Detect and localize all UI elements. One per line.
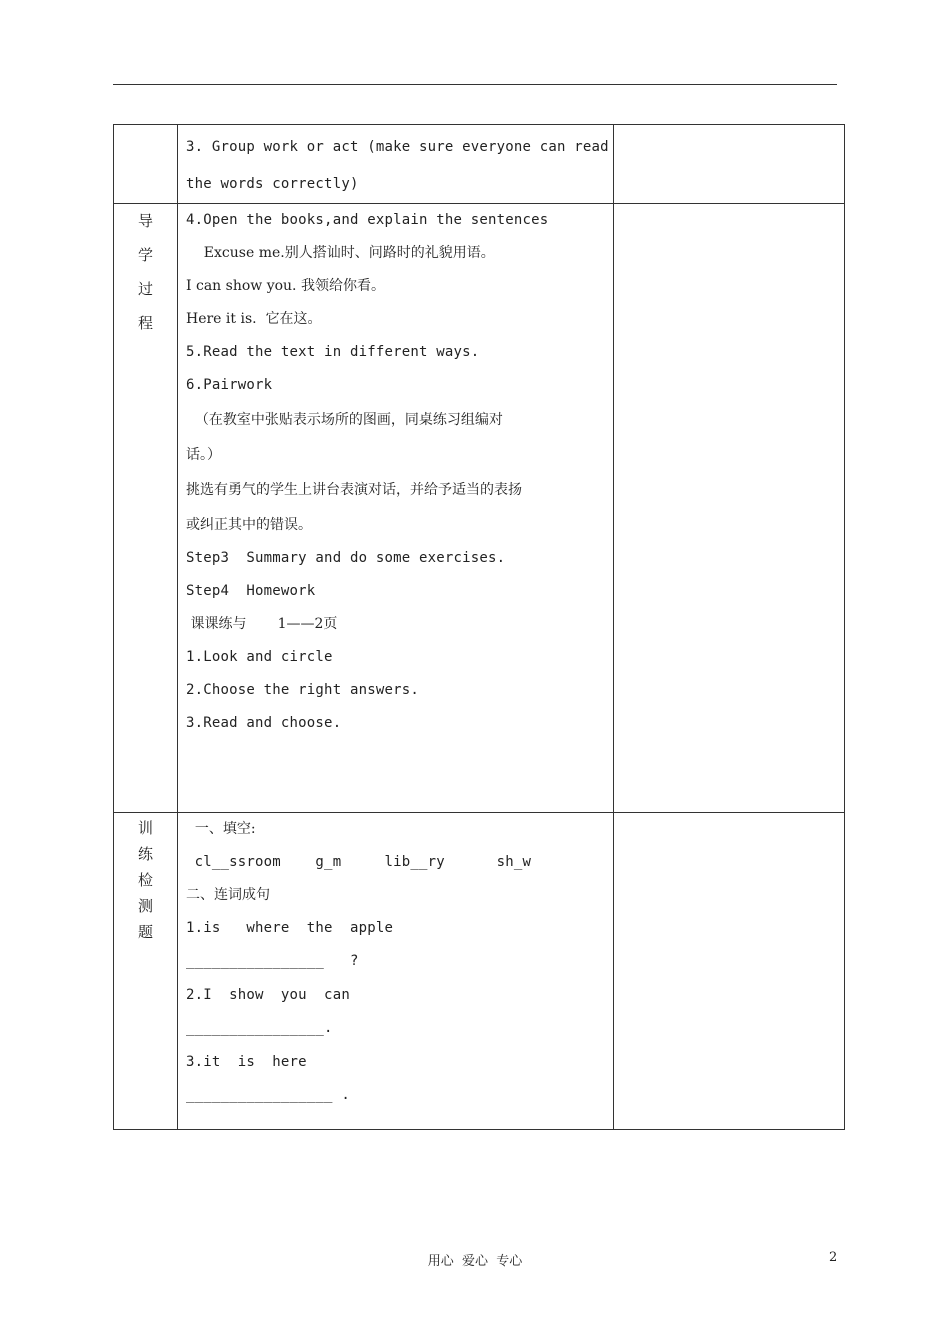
row2-lines-line: 5.Read the text in different ways. — [186, 344, 480, 360]
row3-lines-line: 1.is where the apple — [186, 920, 394, 936]
row3-lines-line: ________________ ? — [186, 953, 359, 969]
table-row-1 — [114, 125, 845, 204]
row2-lines-line: 3.Read and choose. — [186, 715, 342, 731]
header-rule — [113, 84, 837, 85]
footer-motto: 用心 爱心 专心 — [427, 1254, 523, 1269]
row3-lines-line: ________________. — [186, 1020, 333, 1036]
row2-label-cell — [114, 204, 178, 813]
section-label-char: 检 — [137, 871, 153, 889]
row1-notes-cell — [614, 125, 845, 204]
row2-lines-line: 话。） — [186, 447, 221, 463]
row2-content-cell — [178, 204, 614, 813]
row3-content-cell — [178, 813, 614, 1130]
section-label-char: 题 — [137, 923, 153, 941]
row2-lines-line: 挑选有勇气的学生上讲台表演对话，并给予适当的表扬 — [186, 482, 522, 498]
row2-lines-line: Step4 Homework — [186, 583, 316, 599]
row3-lines-line: _________________ . — [186, 1087, 350, 1103]
section-label-char: 导 — [137, 212, 153, 230]
row2-lines-line: （在教室中张贴表示场所的图画，同桌练习组编对 — [186, 412, 503, 428]
section-label-char: 测 — [137, 897, 153, 915]
row3-label-cell — [114, 813, 178, 1130]
row3-lines-line: 2.I show you can — [186, 987, 350, 1003]
row2-lines-line: 1.Look and circle — [186, 649, 333, 665]
row2-lines-line: Excuse me.别人搭讪时、问路时的礼貌用语。 — [186, 245, 495, 261]
table-row-2 — [114, 204, 845, 813]
row3-notes-cell — [614, 813, 845, 1130]
row2-lines-line: I can show you. 我领给你看。 — [186, 278, 385, 294]
row2-lines-line: Here it is. 它在这。 — [186, 311, 322, 327]
row1-label-cell — [114, 125, 178, 204]
row1-lines-line: the words correctly) — [186, 176, 359, 192]
section-label-char: 训 — [137, 819, 153, 837]
section-label-char: 学 — [137, 246, 153, 264]
row2-lines-line: Step3 Summary and do some exercises. — [186, 550, 506, 566]
row2-lines-line: 课课练与 1——2页 — [186, 616, 338, 632]
row2-lines-line: 4.Open the books,and explain the sentences — [186, 212, 549, 228]
section-label-char: 过 — [137, 280, 153, 298]
row1-lines-line: 3. Group work or act (make sure everyone can read — [186, 139, 609, 155]
page-number: 2 — [829, 1250, 838, 1265]
row2-lines-line: 或纠正其中的错误。 — [186, 517, 312, 533]
lesson-table — [113, 124, 845, 1130]
row2-lines-line: 2.Choose the right answers. — [186, 682, 419, 698]
row3-lines-line: 一、填空: — [186, 821, 256, 837]
row2-notes-cell — [614, 204, 845, 813]
section-label-char: 程 — [137, 314, 153, 332]
table-row-3 — [114, 813, 845, 1130]
row3-lines-line: cl__ssroom g_m lib__ry sh_w — [186, 854, 532, 870]
row1-content-cell — [178, 125, 614, 204]
section-label-char: 练 — [137, 845, 153, 863]
row3-lines-line: 3.it is here — [186, 1054, 307, 1070]
row2-lines-line: 6.Pairwork — [186, 377, 273, 393]
row3-lines-line: 二、连词成句 — [186, 887, 270, 903]
